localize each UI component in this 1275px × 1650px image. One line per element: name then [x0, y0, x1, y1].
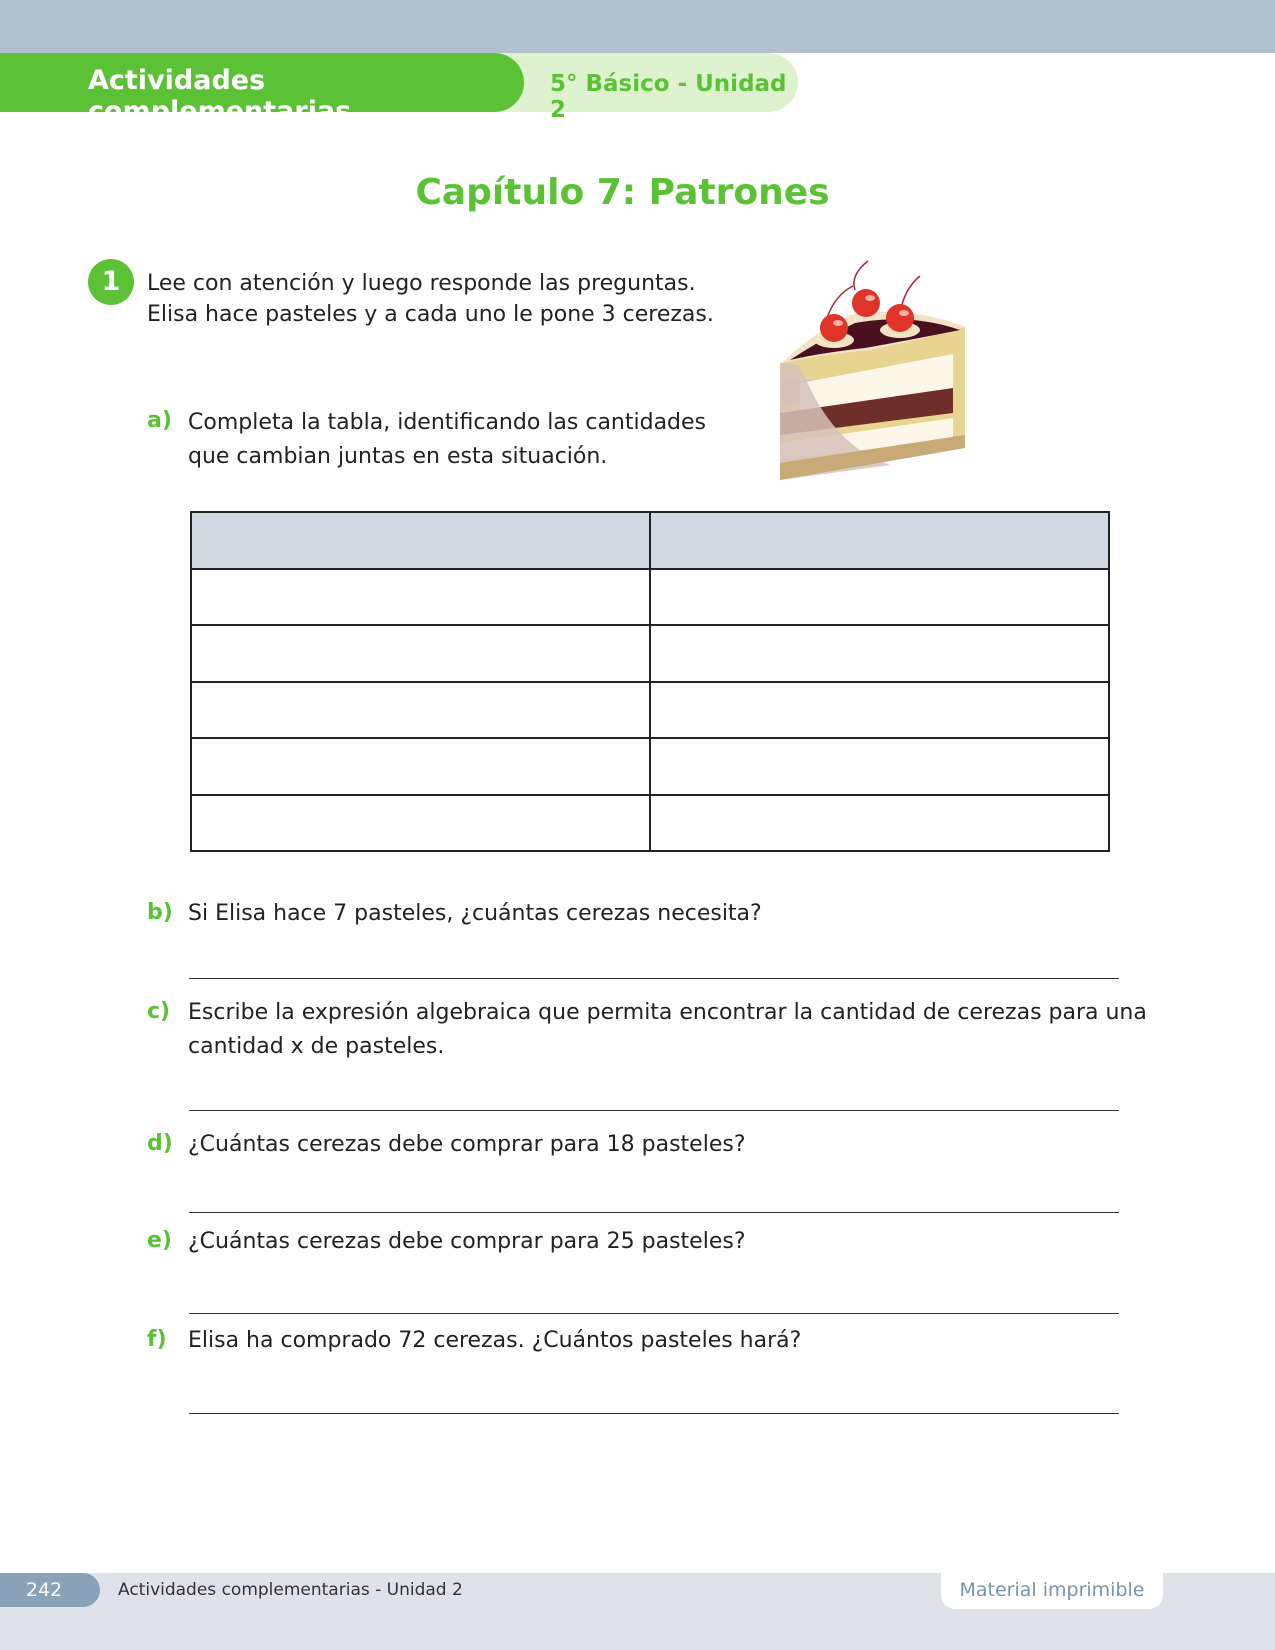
table-cell[interactable] — [650, 795, 1109, 852]
answer-line-d[interactable] — [189, 1212, 1119, 1213]
answer-table — [190, 511, 1110, 852]
printable-badge: Material imprimible — [941, 1573, 1163, 1609]
table-header-cell[interactable] — [191, 512, 650, 569]
section-label: Actividades complementarias — [88, 65, 352, 127]
item-d-label: d) — [147, 1131, 173, 1156]
table-cell[interactable] — [650, 569, 1109, 626]
intro-line: Elisa hace pasteles y a cada uno le pone 3 cerezas. — [147, 302, 714, 327]
item-c-text: Escribe la expresión algebraica que permita encontrar la cantidad de cerezas para una — [188, 1000, 1147, 1025]
page-number: 242 — [0, 1573, 100, 1607]
level-label: 5° Básico - Unidad 2 — [550, 71, 787, 123]
table-cell[interactable] — [191, 682, 650, 739]
item-a-text: que cambian juntas en esta situación. — [188, 444, 608, 469]
item-c-text: cantidad x de pasteles. — [188, 1034, 445, 1059]
table-cell[interactable] — [650, 738, 1109, 795]
item-a-label: a) — [147, 408, 172, 433]
item-f-text: Elisa ha comprado 72 cerezas. ¿Cuántos pasteles hará? — [188, 1328, 802, 1353]
answer-line-c[interactable] — [189, 1110, 1119, 1111]
section-tab — [0, 53, 524, 127]
page-title: Capítulo 7: Patrones — [415, 172, 830, 213]
table-cell[interactable] — [191, 569, 650, 626]
cake-illustration — [770, 255, 980, 485]
item-b-text: Si Elisa hace 7 pasteles, ¿cuántas cerezas necesita? — [188, 901, 762, 926]
item-a-text: Completa la tabla, identificando las cantidades — [188, 410, 707, 435]
answer-line-b[interactable] — [189, 978, 1119, 979]
answer-line-e[interactable] — [189, 1313, 1119, 1314]
item-e-text: ¿Cuántas cerezas debe comprar para 25 pasteles? — [188, 1229, 746, 1254]
answer-line-f[interactable] — [189, 1413, 1119, 1414]
top-band — [0, 0, 1275, 53]
item-d-text: ¿Cuántas cerezas debe comprar para 18 pasteles? — [188, 1132, 746, 1157]
exercise-number: 1 — [88, 259, 134, 305]
table-cell[interactable] — [191, 738, 650, 795]
table-cell[interactable] — [650, 625, 1109, 682]
table-cell[interactable] — [650, 682, 1109, 739]
item-c-label: c) — [147, 999, 171, 1024]
intro-line: Lee con atención y luego responde las preguntas. — [147, 271, 696, 296]
table-cell[interactable] — [191, 795, 650, 852]
table-cell[interactable] — [191, 625, 650, 682]
table-header-cell[interactable] — [650, 512, 1109, 569]
item-f-label: f) — [147, 1327, 167, 1352]
footer-text: Actividades complementarias - Unidad 2 — [118, 1580, 463, 1600]
item-b-label: b) — [147, 900, 173, 925]
item-e-label: e) — [147, 1228, 172, 1253]
